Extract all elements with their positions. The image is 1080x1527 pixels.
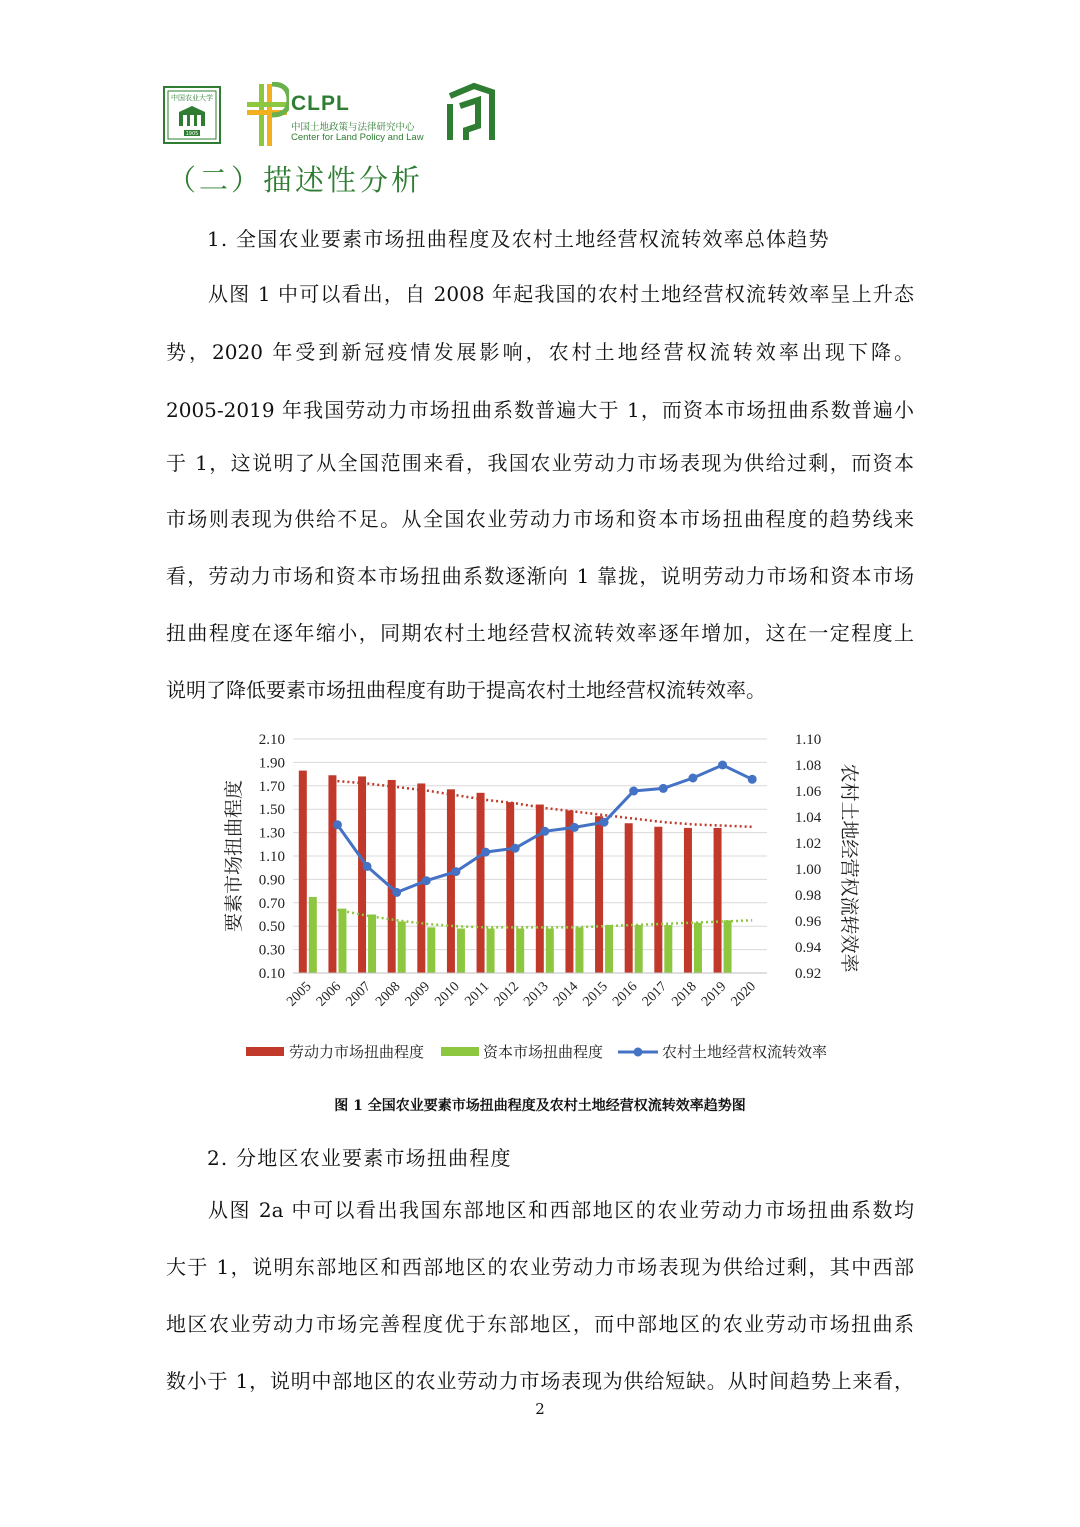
efficiency-point <box>688 774 697 783</box>
labor-bar <box>447 789 455 973</box>
efficiency-point <box>570 823 579 832</box>
x-tick-label: 2015 <box>580 979 611 1010</box>
capital-bar <box>664 925 672 973</box>
labor-bar <box>299 771 307 973</box>
x-tick-label: 2017 <box>639 979 671 1010</box>
clpl-chinese-name: 中国土地政策与法律研究中心 <box>291 122 415 133</box>
labor-bar <box>328 775 336 973</box>
labor-bar <box>625 823 633 973</box>
legend-capital-label: 资本市场扭曲程度 <box>483 1045 604 1061</box>
y-left-tick-label: 1.70 <box>258 778 285 795</box>
university-logo <box>163 86 221 144</box>
university-logo-year: 1905 <box>185 131 199 137</box>
legend-labor-swatch <box>246 1047 284 1056</box>
y-right-tick-label: 1.10 <box>795 732 822 748</box>
labor-bar <box>595 816 603 973</box>
y-left-tick-label: 0.30 <box>258 942 285 959</box>
capital-bar <box>427 927 435 973</box>
efficiency-point <box>748 775 757 784</box>
labor-bar <box>358 776 366 973</box>
efficiency-point <box>718 761 727 770</box>
efficiency-point <box>333 820 342 829</box>
third-logo-icon <box>446 82 496 144</box>
legend-efficiency-marker <box>634 1048 643 1057</box>
y-right-tick-label: 0.94 <box>795 940 822 956</box>
clpl-english-name: Center for Land Policy and Law <box>291 132 424 143</box>
labor-bar <box>477 793 485 973</box>
y-right-tick-label: 0.98 <box>795 888 822 904</box>
y-left-tick-label: 0.90 <box>258 872 285 889</box>
paragraph-line: 市场则表现为供给不足。从全国农业劳动力市场和资本市场扭曲程度的趋势线来 <box>166 507 914 531</box>
x-tick-label: 2008 <box>373 979 404 1010</box>
paragraph-line: 数小于 1，说明中部地区的农业劳动力市场表现为供给短缺。从时间趋势上来看， <box>166 1369 914 1393</box>
y-right-tick-label: 1.04 <box>795 810 822 826</box>
paragraph-line: 2005-2019 年我国劳动力市场扭曲系数普遍大于 1，而资本市场扭曲系数普遍小 <box>166 398 914 422</box>
legend-labor-label: 劳动力市场扭曲程度 <box>289 1045 425 1061</box>
x-tick-label: 2018 <box>669 979 700 1010</box>
y-right-tick-label: 1.08 <box>795 758 822 774</box>
capital-bar <box>309 897 317 973</box>
paragraph-line: 扭曲程度在逐年缩小，同期农村土地经营权流转效率逐年增加，这在一定程度上 <box>166 621 914 645</box>
subheading-1: 1. 全国农业要素市场扭曲程度及农村土地经营权流转效率总体趋势 <box>207 227 830 251</box>
y-left-tick-label: 0.50 <box>258 919 285 936</box>
paragraph-line: 从图 1 中可以看出，自 2008 年起我国的农村土地经营权流转效率呈上升态 <box>208 282 914 306</box>
legend-efficiency-label: 农村土地经营权流转效率 <box>662 1045 828 1061</box>
x-tick-label: 2006 <box>313 979 345 1010</box>
capital-bar <box>457 929 465 973</box>
labor-bar <box>506 802 514 973</box>
x-tick-label: 2020 <box>728 979 760 1010</box>
labor-bar <box>654 827 662 973</box>
y-right-tick-label: 0.96 <box>795 914 822 930</box>
subheading-2: 2. 分地区农业要素市场扭曲程度 <box>207 1146 512 1170</box>
trend-chart <box>200 722 880 1082</box>
university-logo-text: 中国农业大学 <box>171 94 213 102</box>
y-right-tick-label: 1.00 <box>795 862 822 878</box>
y-left-tick-label: 2.10 <box>258 732 285 748</box>
paragraph-line: 看，劳动力市场和资本市场扭曲系数逐渐向 1 靠拢，说明劳动力市场和资本市场 <box>166 564 914 588</box>
capital-bar <box>605 925 613 973</box>
labor-bar <box>388 780 396 973</box>
labor-bar <box>714 828 722 973</box>
labor-trendline <box>337 781 752 827</box>
capital-bar <box>575 927 583 973</box>
efficiency-point <box>600 818 609 827</box>
paragraph-line: 大于 1，说明东部地区和西部地区的农业劳动力市场表现为供给过剩，其中西部 <box>166 1255 914 1279</box>
labor-bar <box>565 810 573 973</box>
y-left-axis-label: 要素市场扭曲程度 <box>224 779 245 933</box>
x-tick-label: 2007 <box>343 979 374 1010</box>
x-tick-label: 2009 <box>402 979 434 1010</box>
paragraph-line: 于 1，这说明了从全国范围来看，我国农业劳动力市场表现为供给过剩，而资本 <box>166 451 914 475</box>
efficiency-point <box>422 876 431 885</box>
x-tick-label: 2016 <box>610 979 641 1010</box>
y-right-tick-label: 1.06 <box>795 784 822 800</box>
paragraph-line: 地区农业劳动力市场完善程度优于东部地区，而中部地区的农业劳动市场扭曲系 <box>166 1312 914 1336</box>
efficiency-point <box>363 862 372 871</box>
efficiency-point <box>511 844 520 853</box>
capital-bar <box>635 925 643 973</box>
y-left-tick-label: 1.30 <box>258 825 285 842</box>
efficiency-point <box>629 787 638 796</box>
capital-bar <box>724 920 732 973</box>
x-tick-label: 2013 <box>521 979 552 1010</box>
clpl-name: CLPL <box>291 92 350 115</box>
capital-bar <box>338 909 346 973</box>
efficiency-point <box>481 848 490 857</box>
capital-bar <box>487 929 495 973</box>
y-left-tick-label: 1.50 <box>258 802 285 819</box>
efficiency-point <box>659 784 668 793</box>
capital-bar <box>516 929 524 973</box>
x-tick-label: 2014 <box>550 979 582 1010</box>
y-right-tick-label: 0.92 <box>795 966 822 982</box>
y-left-tick-label: 0.10 <box>258 966 285 982</box>
efficiency-point <box>451 867 460 876</box>
x-tick-label: 2011 <box>462 979 493 1010</box>
header-logos <box>163 82 503 148</box>
y-left-tick-label: 1.90 <box>258 755 285 772</box>
x-tick-label: 2010 <box>432 979 463 1010</box>
capital-bar <box>398 922 406 973</box>
capital-bar <box>546 929 554 973</box>
y-left-tick-label: 1.10 <box>258 849 285 865</box>
legend-capital-swatch <box>441 1047 479 1056</box>
section-title: （二）描述性分析 <box>167 163 424 197</box>
clpl-mark-icon <box>245 82 289 148</box>
x-tick-label: 2005 <box>284 979 315 1010</box>
capital-bar <box>368 915 376 974</box>
paragraph-line: 说明了降低要素市场扭曲程度有助于提高农村土地经营权流转效率。 <box>166 678 766 702</box>
efficiency-point <box>392 888 401 897</box>
figure-caption: 图 1 全国农业要素市场扭曲程度及农村土地经营权流转效率趋势图 <box>334 1098 746 1114</box>
x-tick-label: 2019 <box>698 979 730 1010</box>
y-right-tick-label: 1.02 <box>795 836 822 852</box>
y-left-tick-label: 0.70 <box>258 895 285 912</box>
capital-bar <box>694 923 702 973</box>
labor-bar <box>684 828 692 973</box>
page-number: 2 <box>535 1400 545 1418</box>
x-tick-label: 2012 <box>491 979 523 1010</box>
y-right-axis-label: 农村土地经营权流转效率 <box>838 763 859 973</box>
efficiency-point <box>540 827 549 836</box>
paragraph-line: 从图 2a 中可以看出我国东部地区和西部地区的农业劳动力市场扭曲系数均 <box>208 1198 914 1222</box>
paragraph-line: 势，2020 年受到新冠疫情发展影响，农村土地经营权流转效率出现下降。 <box>166 340 914 364</box>
clpl-logo <box>245 82 424 148</box>
